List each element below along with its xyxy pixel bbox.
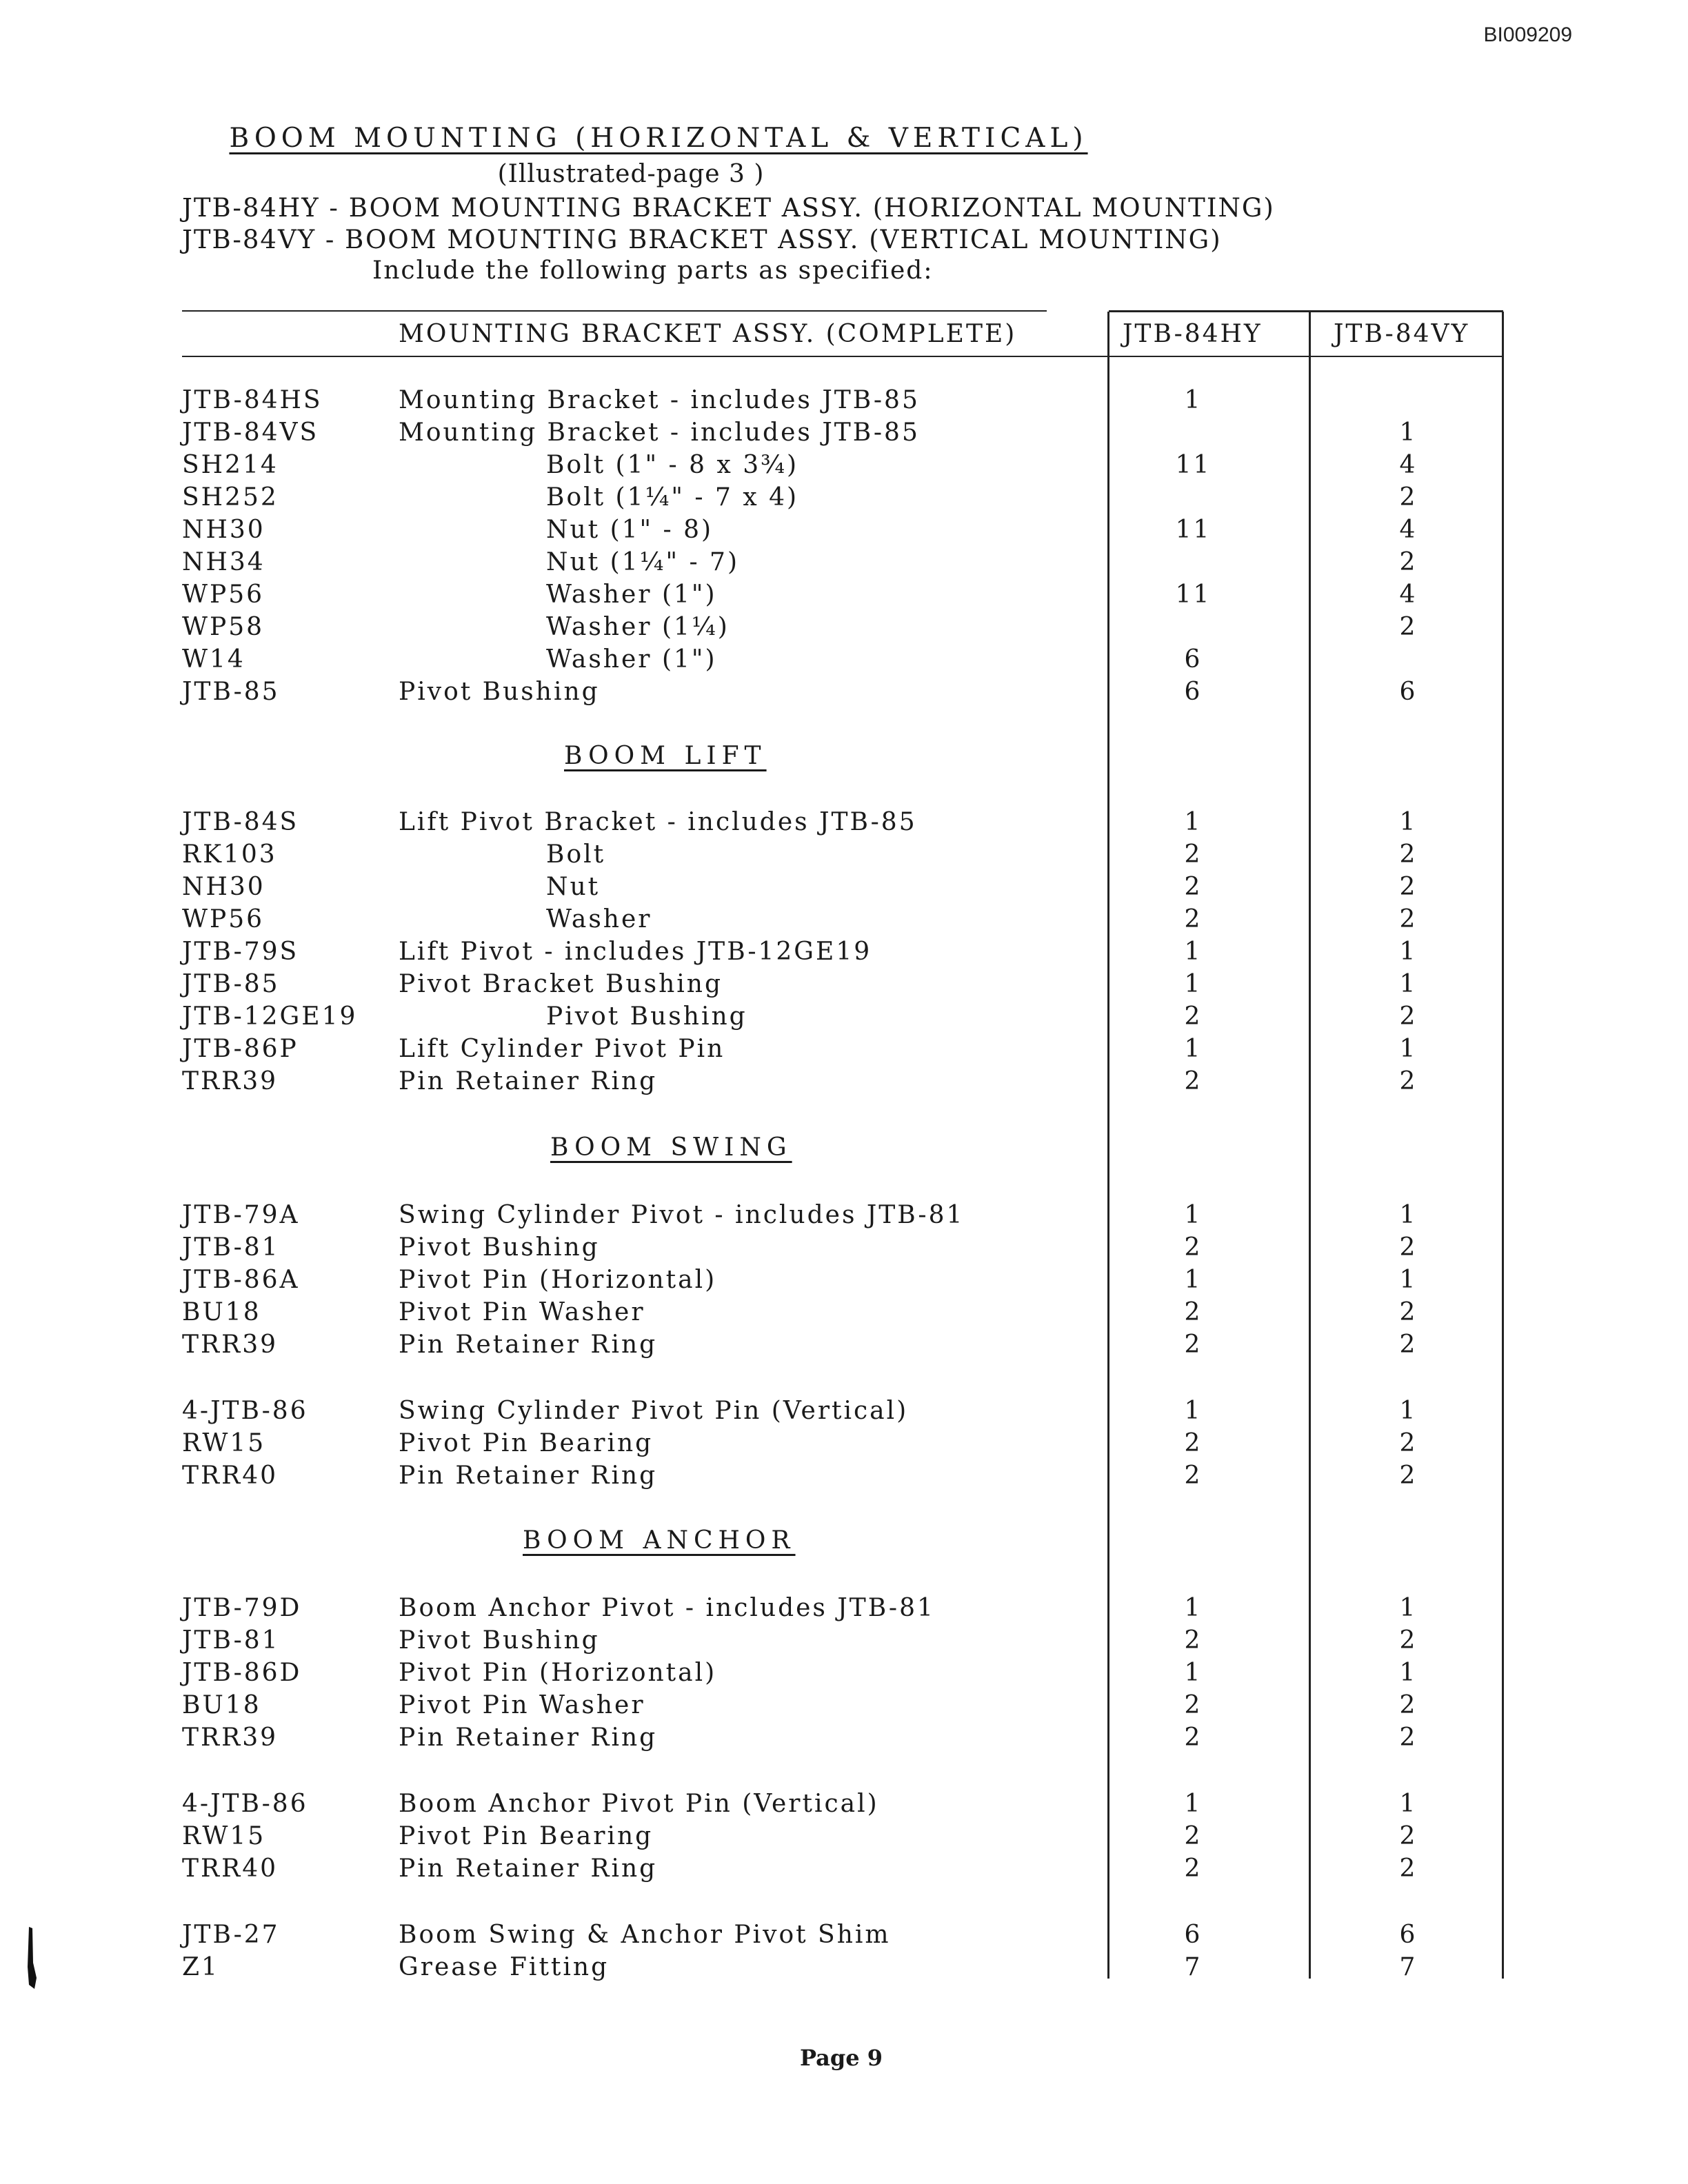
part-description: Bolt (1" - 8 x 3¾) [546, 451, 799, 479]
part-description: Lift Cylinder Pivot Pin [399, 1035, 725, 1063]
qty-value: 2 [1399, 1429, 1418, 1457]
document-id: BI009209 [1483, 23, 1572, 46]
qty-value: 2 [1399, 1331, 1418, 1359]
part-code: JTB-85 [182, 678, 280, 706]
qty-value: 6 [1399, 678, 1418, 706]
table-row [0, 516, 1688, 548]
part-description: Mounting Bracket - includes JTB-85 [399, 418, 920, 447]
part-description: Washer (1¼) [546, 613, 730, 641]
part-code: JTB-79A [182, 1201, 300, 1229]
table-row [0, 1067, 1688, 1100]
table-row [0, 1723, 1688, 1756]
table-row [0, 1594, 1688, 1626]
header-line-vertical: JTB-84VY - BOOM MOUNTING BRACKET ASSY. (VERTICAL MOUNTING) [182, 225, 1222, 254]
table-row [0, 1266, 1688, 1298]
table-row [0, 418, 1688, 451]
part-code: TRR39 [182, 1331, 279, 1359]
qty-value: 11 [1175, 516, 1212, 544]
part-description: Boom Anchor Pivot - includes JTB-81 [399, 1594, 935, 1622]
scan-mark [26, 1927, 37, 1989]
part-code: JTB-79S [182, 938, 299, 966]
part-description: Swing Cylinder Pivot - includes JTB-81 [399, 1201, 965, 1229]
table-row [0, 1854, 1688, 1887]
qty-value: 1 [1184, 1397, 1203, 1425]
qty-value: 4 [1399, 451, 1418, 479]
part-description: Boom Anchor Pivot Pin (Vertical) [399, 1790, 879, 1818]
part-code: TRR40 [182, 1854, 279, 1883]
table-top-rule-right [1109, 310, 1503, 312]
part-description: Bolt (1¼" - 7 x 4) [546, 483, 799, 512]
part-code: TRR39 [182, 1067, 279, 1095]
table-row [0, 580, 1688, 613]
part-description: Pin Retainer Ring [399, 1854, 658, 1883]
part-code: WP56 [182, 580, 265, 609]
qty-value: 1 [1399, 1201, 1418, 1229]
qty-value: 2 [1399, 1854, 1418, 1883]
part-description: Nut (1" - 8) [546, 516, 714, 544]
table-row [0, 613, 1688, 645]
qty-value: 1 [1399, 808, 1418, 836]
qty-value: 2 [1399, 905, 1418, 933]
part-description: Washer (1") [546, 645, 717, 674]
table-row [0, 386, 1688, 418]
table-row [0, 1002, 1688, 1035]
part-description: Pivot Pin Bearing [399, 1429, 654, 1457]
section-heading-boom-lift [564, 742, 767, 770]
qty-value: 7 [1399, 1953, 1418, 1981]
table-row [0, 451, 1688, 483]
part-description: Nut [546, 873, 601, 901]
part-code: JTB-86A [182, 1266, 300, 1294]
part-description: Bolt [546, 840, 606, 869]
part-code: JTB-27 [182, 1921, 280, 1949]
qty-value: 2 [1399, 873, 1418, 901]
table-row [0, 1397, 1688, 1429]
qty-value: 2 [1184, 1233, 1203, 1262]
table-row [0, 840, 1688, 873]
part-code: JTB-84S [182, 808, 299, 836]
section-heading-boom-swing [550, 1133, 792, 1162]
table-row [0, 938, 1688, 970]
part-code: Z1 [182, 1953, 219, 1981]
part-code: JTB-79D [182, 1594, 302, 1622]
part-code: BU18 [182, 1691, 261, 1719]
qty-value: 2 [1399, 1233, 1418, 1262]
qty-value: 2 [1184, 1626, 1203, 1655]
part-description: Pin Retainer Ring [399, 1462, 658, 1490]
table-row [0, 905, 1688, 938]
part-description: Pivot Bushing [399, 1233, 600, 1262]
part-description: Mounting Bracket - includes JTB-85 [399, 386, 920, 414]
qty-value: 1 [1399, 1659, 1418, 1687]
table-top-rule [182, 310, 1047, 312]
part-code: NH30 [182, 516, 265, 544]
qty-value: 2 [1184, 1067, 1203, 1095]
page-number: Page 9 [799, 2045, 883, 2071]
part-code: JTB-85 [182, 970, 280, 998]
qty-value: 2 [1184, 1002, 1203, 1031]
part-code: JTB-84VS [182, 418, 319, 447]
part-code: TRR39 [182, 1723, 279, 1752]
table-row [0, 1035, 1688, 1067]
qty-value: 1 [1399, 1266, 1418, 1294]
qty-value: 1 [1184, 1266, 1203, 1294]
qty-value: 2 [1399, 1822, 1418, 1850]
table-row [0, 1790, 1688, 1822]
column-header-jtb-84vy: JTB-84VY [1334, 320, 1470, 348]
part-description: Pivot Bushing [546, 1002, 747, 1031]
qty-value: 1 [1399, 1594, 1418, 1622]
part-code: RK103 [182, 840, 277, 869]
page-title-text: BOOM MOUNTING (HORIZONTAL & VERTICAL) [229, 123, 1088, 154]
table-row [0, 483, 1688, 516]
qty-value: 2 [1399, 483, 1418, 512]
part-description: Grease Fitting [399, 1953, 610, 1981]
part-description: Swing Cylinder Pivot Pin (Vertical) [399, 1397, 909, 1425]
part-code: JTB-81 [182, 1233, 280, 1262]
part-description: Pivot Bracket Bushing [399, 970, 723, 998]
part-code: W14 [182, 645, 245, 674]
table-row [0, 1691, 1688, 1723]
table-row [0, 1659, 1688, 1691]
qty-value: 1 [1399, 1397, 1418, 1425]
table-row [0, 970, 1688, 1002]
qty-value: 2 [1399, 840, 1418, 869]
table-row [0, 1953, 1688, 1985]
qty-value: 2 [1184, 840, 1203, 869]
qty-value: 1 [1184, 1201, 1203, 1229]
qty-value: 2 [1184, 1854, 1203, 1883]
qty-value: 1 [1184, 808, 1203, 836]
table-row [0, 1429, 1688, 1462]
part-code: NH34 [182, 548, 265, 576]
table-row [0, 645, 1688, 678]
part-description: Pivot Pin Washer [399, 1691, 645, 1719]
qty-value: 2 [1399, 1002, 1418, 1031]
section-heading-text: BOOM LIFT [564, 742, 767, 770]
qty-value: 1 [1184, 1659, 1203, 1687]
part-code: JTB-86P [182, 1035, 299, 1063]
section-heading-boom-anchor [523, 1526, 796, 1555]
qty-value: 2 [1184, 1298, 1203, 1326]
part-description: Pivot Pin Bearing [399, 1822, 654, 1850]
header-line-horizontal: JTB-84HY - BOOM MOUNTING BRACKET ASSY. (HORIZONTAL MOUNTING) [182, 193, 1275, 223]
part-description: Lift Pivot - includes JTB-12GE19 [399, 938, 872, 966]
qty-value: 2 [1399, 1067, 1418, 1095]
qty-value: 1 [1184, 386, 1203, 414]
part-description: Pin Retainer Ring [399, 1067, 658, 1095]
part-code: TRR40 [182, 1462, 279, 1490]
part-code: SH252 [182, 483, 279, 512]
qty-value: 2 [1399, 1298, 1418, 1326]
table-row [0, 1921, 1688, 1953]
table-row [0, 1331, 1688, 1363]
qty-value: 1 [1399, 418, 1418, 447]
qty-value: 1 [1399, 970, 1418, 998]
part-code: NH30 [182, 873, 265, 901]
part-code: JTB-81 [182, 1626, 280, 1655]
qty-value: 2 [1399, 1723, 1418, 1752]
page-subtitle: (Illustrated-page 3 ) [497, 160, 765, 188]
qty-value: 1 [1184, 1035, 1203, 1063]
qty-value: 2 [1184, 1723, 1203, 1752]
part-description: Washer [546, 905, 652, 933]
part-description: Pivot Pin (Horizontal) [399, 1266, 717, 1294]
qty-value: 2 [1184, 1822, 1203, 1850]
part-code: WP56 [182, 905, 265, 933]
table-row [0, 548, 1688, 580]
part-code: 4-JTB-86 [182, 1397, 308, 1425]
table-row [0, 1822, 1688, 1854]
part-description: Pivot Bushing [399, 1626, 600, 1655]
part-description: Pin Retainer Ring [399, 1331, 658, 1359]
table-row [0, 873, 1688, 905]
qty-value: 1 [1184, 1594, 1203, 1622]
part-description: Boom Swing & Anchor Pivot Shim [399, 1921, 891, 1949]
table-row [0, 678, 1688, 710]
table-row [0, 1201, 1688, 1233]
qty-value: 7 [1184, 1953, 1203, 1981]
qty-value: 2 [1399, 1626, 1418, 1655]
qty-value: 6 [1184, 1921, 1203, 1949]
part-code: BU18 [182, 1298, 261, 1326]
part-description: Pin Retainer Ring [399, 1723, 658, 1752]
qty-value: 2 [1184, 905, 1203, 933]
qty-value: 6 [1184, 645, 1203, 674]
qty-value: 2 [1184, 873, 1203, 901]
qty-value: 2 [1184, 1691, 1203, 1719]
table-row [0, 1298, 1688, 1331]
qty-value: 1 [1399, 938, 1418, 966]
qty-value: 11 [1175, 451, 1212, 479]
table-row [0, 1233, 1688, 1266]
part-code: JTB-12GE19 [182, 1002, 358, 1031]
qty-value: 4 [1399, 580, 1418, 609]
column-header-jtb-84hy: JTB-84HY [1123, 320, 1263, 348]
table-header-rule [182, 356, 1503, 357]
part-description: Nut (1¼" - 7) [546, 548, 739, 576]
part-code: RW15 [182, 1429, 266, 1457]
part-code: RW15 [182, 1822, 266, 1850]
qty-value: 2 [1184, 1429, 1203, 1457]
part-description: Pivot Bushing [399, 678, 600, 706]
qty-value: 1 [1184, 938, 1203, 966]
section-heading-text: BOOM SWING [550, 1133, 792, 1162]
table-row [0, 1462, 1688, 1494]
part-code: JTB-86D [182, 1659, 302, 1687]
qty-value: 6 [1399, 1921, 1418, 1949]
table-section-header: MOUNTING BRACKET ASSY. (COMPLETE) [399, 320, 1017, 348]
part-description: Pivot Pin (Horizontal) [399, 1659, 717, 1687]
qty-value: 1 [1399, 1790, 1418, 1818]
qty-value: 2 [1399, 1691, 1418, 1719]
qty-value: 1 [1184, 1790, 1203, 1818]
section-heading-text: BOOM ANCHOR [523, 1526, 796, 1555]
instruction-text: Include the following parts as specified: [372, 256, 934, 285]
qty-value: 1 [1399, 1035, 1418, 1063]
qty-value: 11 [1175, 580, 1212, 609]
table-row [0, 1626, 1688, 1659]
part-description: Pivot Pin Washer [399, 1298, 645, 1326]
qty-value: 1 [1184, 970, 1203, 998]
part-description: Washer (1") [546, 580, 717, 609]
qty-value: 6 [1184, 678, 1203, 706]
page-title [0, 123, 1317, 154]
part-code: SH214 [182, 451, 279, 479]
part-description: Lift Pivot Bracket - includes JTB-85 [399, 808, 917, 836]
part-code: 4-JTB-86 [182, 1790, 308, 1818]
table-row [0, 808, 1688, 840]
qty-value: 2 [1184, 1462, 1203, 1490]
part-code: WP58 [182, 613, 265, 641]
qty-value: 2 [1399, 548, 1418, 576]
qty-value: 4 [1399, 516, 1418, 544]
part-code: JTB-84HS [182, 386, 323, 414]
qty-value: 2 [1399, 1462, 1418, 1490]
qty-value: 2 [1399, 613, 1418, 641]
qty-value: 2 [1184, 1331, 1203, 1359]
